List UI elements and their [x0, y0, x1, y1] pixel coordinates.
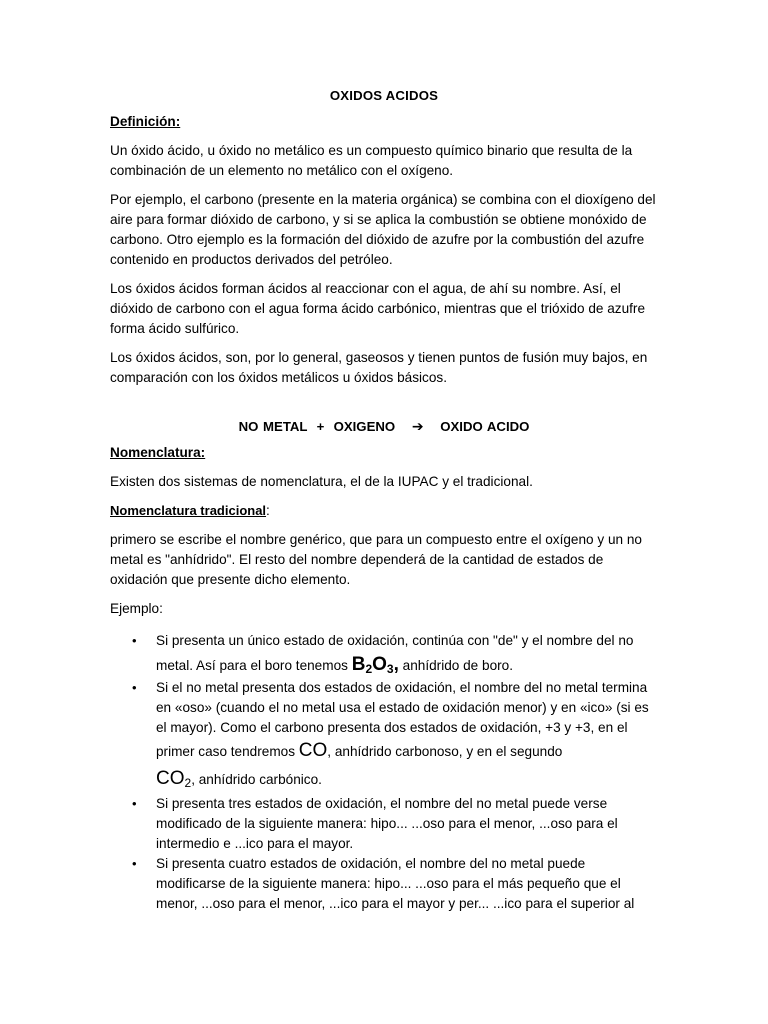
equation-left: NO METAL + OXIGENO: [238, 419, 396, 434]
item-two-text-c: , anhídrido carbónico.: [191, 772, 322, 787]
paragraph-definition: Un óxido ácido, u óxido no metálico es un compuesto químico binario que resulta de la combinación de un elemento no metálico con el oxígeno.: [110, 143, 633, 178]
bullet-icon: •: [132, 633, 137, 648]
traditional-heading-line: [110, 501, 658, 521]
paragraph-properties: Los óxidos ácidos, son, por lo general, gaseosos y tienen puntos de fusión muy bajos, en comparación con los óxidos metálicos u óxidos básicos.: [110, 350, 648, 385]
formula-subscript: 2: [184, 776, 192, 790]
item-one-text-a: Si presenta un único estado de oxidación, continúa con "de" y el nombre del no metal. Así para el boro tenemos: [156, 633, 634, 673]
bullet-icon: •: [132, 856, 137, 871]
traditional-colon: :: [266, 503, 270, 518]
arrow-right-icon: ➔: [411, 418, 424, 434]
item-one-text-b: anhídrido de boro.: [398, 658, 513, 673]
formula-part: O: [372, 654, 387, 675]
formula-co: CO: [298, 740, 328, 761]
examples-list: [110, 629, 658, 914]
traditional-text: primero se escribe el nombre genérico, que para un compuesto entre el oxígeno y un no metal es "anhídrido". El resto del nombre dependerá de la cantidad de estados de oxidación que presente dicho elemento.: [110, 532, 642, 587]
traditional-heading: Nomenclatura tradicional: [110, 503, 267, 518]
item-two-text-a: Si el no metal presenta dos estados de oxidación, el nombre del no metal termina en «oso» (cuando el no metal usa el estado de oxidación menor) y en «ico» (si es el mayor). Como el carbono presenta dos estados de oxidación, +3 y +3, en el primer caso tendremos: [156, 680, 649, 759]
paragraph-acids: Los óxidos ácidos forman ácidos al reaccionar con el agua, de ahí su nombre. Así, el dióxido de carbono con el agua forma ácido carbónico, mientras que el trióxido de azufre forma ácido sulfúrico.: [110, 281, 646, 336]
reaction-equation: [110, 416, 658, 437]
formula-part: B: [351, 654, 366, 675]
list-item: [110, 678, 658, 794]
formula-subscript: 2: [365, 662, 373, 676]
formula-part: CO: [156, 768, 185, 789]
formula-co2: [156, 768, 191, 789]
equation-right: OXIDO ACIDO: [440, 419, 530, 434]
definition-heading: Definición:: [110, 114, 181, 129]
formula-part: ,: [393, 654, 399, 675]
nomenclature-intro: Existen dos sistemas de nomenclatura, el de la IUPAC y el tradicional.: [110, 474, 533, 489]
example-label: Ejemplo:: [110, 601, 163, 616]
formula-b2o3: [352, 654, 399, 675]
formula-subscript: 3: [386, 662, 394, 676]
page-title: OXIDOS ACIDOS: [329, 88, 439, 103]
list-item: [110, 629, 658, 678]
item-three-text: Si presenta tres estados de oxidación, el nombre del no metal puede verse modificado de la siguiente manera: hipo... ...oso para el menor, ...oso para el intermedio e ...ico para el mayor.: [156, 796, 618, 851]
bullet-icon: •: [132, 680, 137, 695]
list-item: [110, 854, 658, 914]
nomenclature-heading: Nomenclatura:: [110, 445, 206, 460]
bullet-icon: •: [132, 796, 137, 811]
item-four-text: Si presenta cuatro estados de oxidación, el nombre del no metal puede modificarse de la siguiente manera: hipo... ...oso para el más pequeño que el menor, ...oso para el menor, ...ico para el mayor y per... ...ico para el superior al: [156, 856, 635, 911]
item-two-text-b: , anhídrido carbonoso, y en el segundo: [327, 744, 563, 759]
paragraph-example-carbon: Por ejemplo, el carbono (presente en la materia orgánica) se combina con el dioxígeno del aire para formar dióxido de carbono, y si se aplica la combustión se obtiene monóxido de carbono. Otro ejemplo es la formación del dióxido de azufre por la combustión del azufre contenido en productos derivados del petróleo.: [110, 192, 656, 267]
list-item: [110, 794, 658, 854]
